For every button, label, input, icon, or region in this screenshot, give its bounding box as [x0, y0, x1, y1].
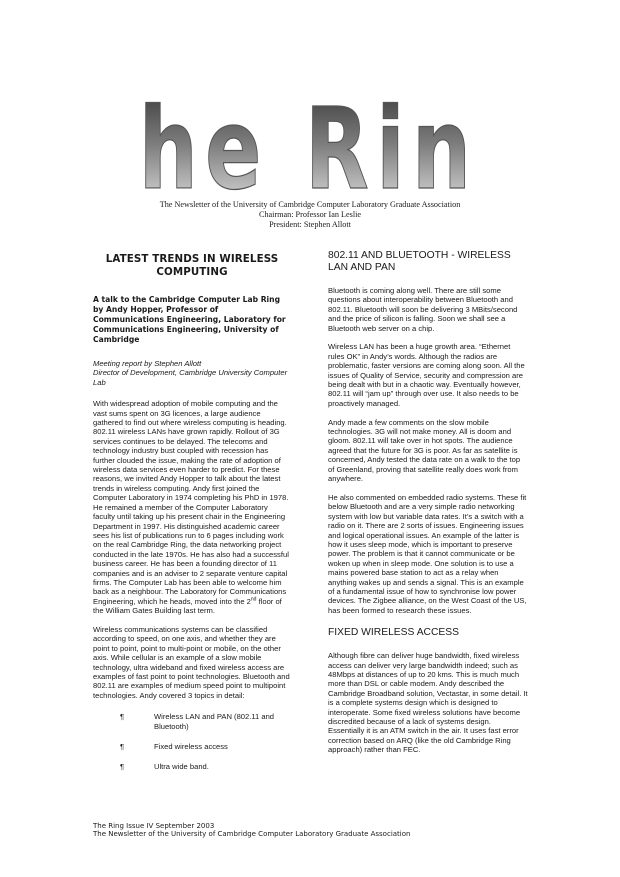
- masthead-logo: [140, 66, 480, 200]
- paragraph: Andy made a few comments on the slow mobile technologies. 3G will not make money. All is doom and gloom. 802.11 will take over in hot spots. The audience agreed that the future for 3G is poor. As far as satellite is concerned, Andy tested the data rate on a walk to the top of Greenland, proving that satellite really does work from anywhere.: [328, 417, 521, 484]
- topic-list: [93, 712, 291, 772]
- footer-tagline: The Newsletter of the University of Cambridge Computer Laboratory Graduate Association: [93, 830, 411, 839]
- paragraph: He also commented on embedded radio systems. These fit below Bluetooth and are a very simple radio networking system with low but variable data rates. It’s a switch with a radio on it. There are 2 sorts of issues. Engineering issues and logical operational issues. An example of the latter is how it uses sleep mode, which is important to preserve power. The problem is that it cannot communicate or be woken up when in sleep mode. One solution is to use a mains powered base station to act as a relay when anything wakes up and sends a signal. This is an example of a fundamental issue of how to synchronise low power devices. The Zigbee alliance, on the West Coast of the US, has been formed to research these issues.: [328, 492, 527, 615]
- paragraph: Bluetooth is coming along well. There are still some questions about interoperability between Bluetooth and 802.11. Bluetooth will soon be delivering 3 MBits/second and the price of silicon is falling. Soon we shall see a Bluetooth web server on a chip.: [328, 286, 518, 333]
- chairman-line: Chairman: Professor Ian Leslie: [258, 210, 362, 219]
- article-title: LATEST TRENDS IN WIRELESS COMPUTING: [105, 253, 279, 278]
- paragraph: Wireless LAN has been a huge growth area. “Ethernet rules OK” in Andy’s words. Although the radios are problematic, faster versions are coming along soon. All the issues of Quality of Service, security and compression are being dealt with but in a chaotic way. Eventually however, 802.11 will “jam up” through over use. It also needs to be proactively managed.: [328, 342, 525, 408]
- paragraph: [93, 399, 291, 615]
- footer-issue: The Ring Issue IV September 2003: [93, 822, 215, 830]
- article-byline: [93, 359, 291, 387]
- page-footer: [93, 822, 410, 839]
- paragraph: Although fibre can deliver huge bandwidth, fixed wireless access can deliver very large bandwidth indeed; such as 48Mbps at distances of up to 20 kms. This is much much more than DSL or cable modem. Andy described the Cambridge Broadband solution, Vectastar, in some detail. It is a complete systems design which is designed to interoperate. Some fixed wireless solutions have become discredited because of a lack of systems design. Essentially it is an ATM switch in the air. It uses fast error correction based on ARQ (like the old Cambridge Ring approach) rather than FEC.: [328, 651, 528, 755]
- list-item-text: Fixed wireless access: [154, 742, 228, 752]
- masthead-subtitle: [90, 200, 530, 230]
- article-subtitle: A talk to the Cambridge Computer Lab Ring by Andy Hopper, Professor of Communications Engineering, Laboratory for Communications Engineering, University of Cambridge: [93, 295, 286, 344]
- left-column: [93, 250, 291, 783]
- newsletter-tagline: The Newsletter of the University of Cambridge Computer Laboratory Graduate Association: [159, 200, 461, 209]
- bullet-glyph: ¶: [120, 712, 125, 722]
- list-item-text: Ultra wide band.: [154, 762, 209, 772]
- president-line: President: Stephen Allott: [269, 220, 351, 229]
- ordinal-suffix: nd: [250, 596, 257, 603]
- list-item: [93, 712, 291, 731]
- section-heading-fixed-wireless: FIXED WIRELESS ACCESS: [328, 627, 460, 639]
- paragraph-text: With widespread adoption of mobile computing and the vast sums spent on 3G licences, a large audience gathered to find out where wireless computing is heading. 802.11 wireless LANs have grown rapidly. Rollout of 3G services continues to be delayed. The telecoms and technology industry bust coupled with recession has further clouded the issue, making the rate of adoption of wireless data services even harder to predict. For these reasons, we invited Andy Hopper to talk about the latest trends in wireless computing. Andy first joined the Computer Laboratory in 1974 completing his PhD in 1978. He remained a member of the Computer Laboratory faculty until taking up his present chair in the Engineering Department in 1997. His distinguished academic career sees his list of publications run to 6 pages including work on the real Cambridge Ring, the data networking project conducted in the late 1970s. He has also had a successful business career. He has been a founding director of 11 companies and is an adviser to 2 separate venture capital firms. The Computer Lab has been able to welcome him back as a neighbour. The Laboratory for Communications Engineering, which he heads, moved into the 2: [93, 399, 289, 606]
- paragraph: Wireless communications systems can be classified according to speed, on one axis, and whether they are point to point, point to multi-point or mobile, on the other axis. While cellular is an example of a slow mobile technology, ultra wideband and fixed wireless access are examples of fast point to point technologies. Bluetooth and 802.11 are examples of medium speed point to multipoint technologies. Andy covered 3 topics in detail:: [93, 624, 290, 700]
- bullet-glyph: ¶: [120, 742, 125, 752]
- byline-author: Meeting report by Stephen Allott: [93, 359, 202, 368]
- paragraph-text-end: floor of the William Gates Building last term.: [93, 596, 282, 616]
- section-heading-wireless-lan: 802.11 AND BLUETOOTH - WIRELESS LAN AND PAN: [328, 250, 511, 273]
- list-item-text: Wireless LAN and PAN (802.11 and Bluetooth): [154, 712, 275, 731]
- bullet-glyph: ¶: [120, 762, 125, 772]
- masthead-title-text: he Rin: [140, 85, 479, 200]
- list-item: [93, 762, 291, 771]
- byline-role: Director of Development, Cambridge University Computer Lab: [93, 368, 288, 387]
- list-item: [93, 742, 291, 751]
- right-column: [328, 250, 528, 764]
- masthead-title-graphic: [140, 66, 480, 200]
